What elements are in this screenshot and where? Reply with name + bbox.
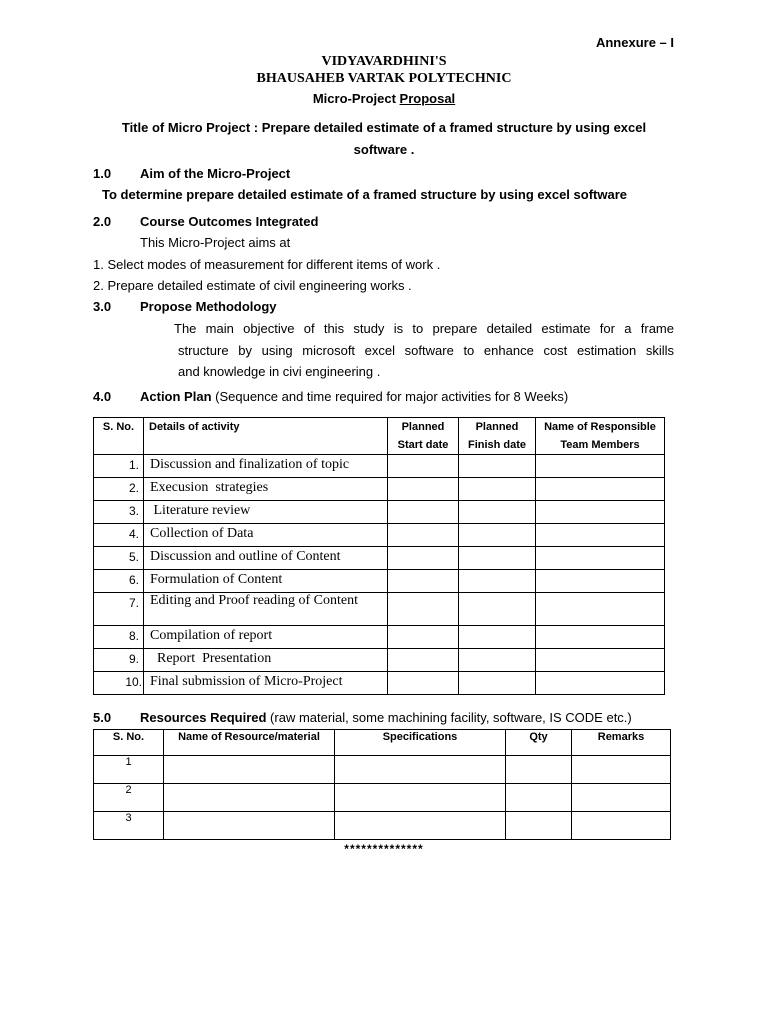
row-finish-date-cell bbox=[459, 478, 536, 501]
row-activity: Compilation of report bbox=[144, 626, 388, 649]
row-activity: Report Presentation bbox=[144, 649, 388, 672]
row-activity: Discussion and finalization of topic bbox=[144, 455, 388, 478]
resources-title: Resources Required bbox=[140, 710, 267, 725]
row-finish-date-cell bbox=[459, 626, 536, 649]
institute-name-line1: VIDYAVARDHINI'S bbox=[321, 54, 447, 69]
column-header-qty: Qty bbox=[506, 730, 572, 756]
row-start-date-cell bbox=[388, 649, 459, 672]
row-sno: 3 bbox=[94, 812, 164, 840]
column-header-start-date: Planned Start date bbox=[388, 418, 459, 455]
row-start-date-cell bbox=[388, 672, 459, 695]
row-team-cell bbox=[536, 547, 665, 570]
section-action-plan-number: 4.0 bbox=[93, 389, 112, 404]
row-activity: Collection of Data bbox=[144, 524, 388, 547]
column-header-activity: Details of activity bbox=[144, 418, 388, 455]
row-sno: 3. bbox=[94, 501, 144, 524]
table-row bbox=[94, 455, 665, 478]
row-qty-cell bbox=[506, 784, 572, 812]
row-finish-date-cell bbox=[459, 455, 536, 478]
row-start-date-cell bbox=[388, 455, 459, 478]
row-finish-date-cell bbox=[459, 501, 536, 524]
column-header-sno: S. No. bbox=[94, 418, 144, 455]
row-sno: 2. bbox=[94, 478, 144, 501]
table-row bbox=[94, 570, 665, 593]
row-sno: 1 bbox=[94, 756, 164, 784]
row-remarks-cell bbox=[572, 812, 671, 840]
row-start-date-cell bbox=[388, 593, 459, 626]
table-header-row bbox=[94, 418, 665, 455]
action-plan-note: (Sequence and time required for major activities for 8 Weeks) bbox=[211, 389, 569, 404]
outcome-item: 1. Select modes of measurement for different items of work . bbox=[93, 257, 441, 272]
table-row bbox=[94, 626, 665, 649]
table-header-row bbox=[94, 730, 671, 756]
row-team-cell bbox=[536, 626, 665, 649]
row-activity: Formulation of Content bbox=[144, 570, 388, 593]
row-finish-date-cell bbox=[459, 547, 536, 570]
row-activity: Editing and Proof reading of Content bbox=[144, 593, 388, 626]
table-row bbox=[94, 672, 665, 695]
column-header-resource: Name of Resource/material bbox=[164, 730, 335, 756]
column-header-sno: S. No. bbox=[94, 730, 164, 756]
section-aim-text: To determine prepare detailed estimate of a framed structure by using excel software bbox=[102, 187, 627, 202]
section-resources-number: 5.0 bbox=[93, 710, 112, 725]
row-sno: 2 bbox=[94, 784, 164, 812]
table-row bbox=[94, 784, 671, 812]
methodology-line: structure by using microsoft excel software to enhance cost estimation skills bbox=[178, 342, 674, 358]
table-row bbox=[94, 478, 665, 501]
section-aim-heading: Aim of the Micro-Project bbox=[140, 166, 291, 181]
document-type bbox=[0, 91, 768, 106]
row-start-date-cell bbox=[388, 570, 459, 593]
table-row bbox=[94, 649, 665, 672]
row-team-cell bbox=[536, 455, 665, 478]
methodology-paragraph bbox=[174, 318, 674, 383]
row-activity: Discussion and outline of Content bbox=[144, 547, 388, 570]
row-team-cell bbox=[536, 524, 665, 547]
row-qty-cell bbox=[506, 812, 572, 840]
row-team-cell bbox=[536, 649, 665, 672]
project-title-line2: software . bbox=[353, 142, 415, 157]
resources-table bbox=[93, 729, 671, 840]
methodology-line: and knowledge in civi engineering . bbox=[178, 364, 381, 379]
row-specifications-cell bbox=[335, 784, 506, 812]
section-resources-heading bbox=[140, 710, 632, 725]
column-header-finish-date: Planned Finish date bbox=[459, 418, 536, 455]
row-start-date-cell bbox=[388, 501, 459, 524]
table-row bbox=[94, 593, 665, 626]
table-row bbox=[94, 547, 665, 570]
row-sno: 4. bbox=[94, 524, 144, 547]
row-sno: 1. bbox=[94, 455, 144, 478]
row-specifications-cell bbox=[335, 812, 506, 840]
row-finish-date-cell bbox=[459, 524, 536, 547]
action-plan-table bbox=[93, 417, 665, 695]
row-resource-cell bbox=[164, 812, 335, 840]
document-type-prefix: Micro-Project bbox=[312, 91, 400, 106]
row-finish-date-cell bbox=[459, 672, 536, 695]
column-header-team-members: Name of Responsible Team Members bbox=[536, 418, 665, 455]
row-start-date-cell bbox=[388, 626, 459, 649]
section-methodology-number: 3.0 bbox=[93, 299, 112, 314]
institute-name-line2: BHAUSAHEB VARTAK POLYTECHNIC bbox=[256, 71, 512, 86]
row-sno: 6. bbox=[94, 570, 144, 593]
row-team-cell bbox=[536, 478, 665, 501]
row-remarks-cell bbox=[572, 756, 671, 784]
row-team-cell bbox=[536, 570, 665, 593]
table-row bbox=[94, 756, 671, 784]
section-outcomes-number: 2.0 bbox=[93, 214, 112, 229]
row-sno: 8. bbox=[94, 626, 144, 649]
section-action-plan-heading bbox=[140, 389, 568, 404]
row-activity: Execusion strategies bbox=[144, 478, 388, 501]
section-outcomes-heading: Course Outcomes Integrated bbox=[140, 214, 319, 229]
row-sno: 7. bbox=[94, 593, 144, 626]
table-row bbox=[94, 812, 671, 840]
column-header-remarks: Remarks bbox=[572, 730, 671, 756]
row-finish-date-cell bbox=[459, 649, 536, 672]
annexure-label: Annexure – I bbox=[595, 35, 674, 50]
table-row bbox=[94, 501, 665, 524]
row-team-cell bbox=[536, 501, 665, 524]
row-team-cell bbox=[536, 593, 665, 626]
row-qty-cell bbox=[506, 756, 572, 784]
row-resource-cell bbox=[164, 756, 335, 784]
row-start-date-cell bbox=[388, 478, 459, 501]
project-title bbox=[0, 117, 768, 161]
row-sno: 9. bbox=[94, 649, 144, 672]
column-header-specifications: Specifications bbox=[335, 730, 506, 756]
section-outcomes-intro: This Micro-Project aims at bbox=[140, 235, 291, 250]
table-row bbox=[94, 524, 665, 547]
row-sno: 5. bbox=[94, 547, 144, 570]
row-finish-date-cell bbox=[459, 593, 536, 626]
row-finish-date-cell bbox=[459, 570, 536, 593]
row-resource-cell bbox=[164, 784, 335, 812]
row-specifications-cell bbox=[335, 756, 506, 784]
outcome-item: 2. Prepare detailed estimate of civil engineering works . bbox=[93, 278, 412, 293]
footer-stars: ************** bbox=[344, 842, 424, 856]
section-methodology-heading: Propose Methodology bbox=[140, 299, 277, 314]
row-start-date-cell bbox=[388, 524, 459, 547]
row-sno: 10. bbox=[94, 672, 144, 695]
action-plan-title: Action Plan bbox=[140, 389, 212, 404]
resources-note: (raw material, some machining facility, software, IS CODE etc.) bbox=[266, 710, 632, 725]
row-activity: Literature review bbox=[144, 501, 388, 524]
row-activity: Final submission of Micro-Project bbox=[144, 672, 388, 695]
project-title-line1: Title of Micro Project : Prepare detailed estimate of a framed structure by using excel bbox=[121, 120, 647, 135]
document-type-underlined: Proposal bbox=[399, 91, 456, 106]
row-start-date-cell bbox=[388, 547, 459, 570]
section-aim-number: 1.0 bbox=[93, 166, 112, 181]
methodology-line: The main objective of this study is to prepare detailed estimate for a frame bbox=[174, 321, 674, 336]
row-team-cell bbox=[536, 672, 665, 695]
row-remarks-cell bbox=[572, 784, 671, 812]
